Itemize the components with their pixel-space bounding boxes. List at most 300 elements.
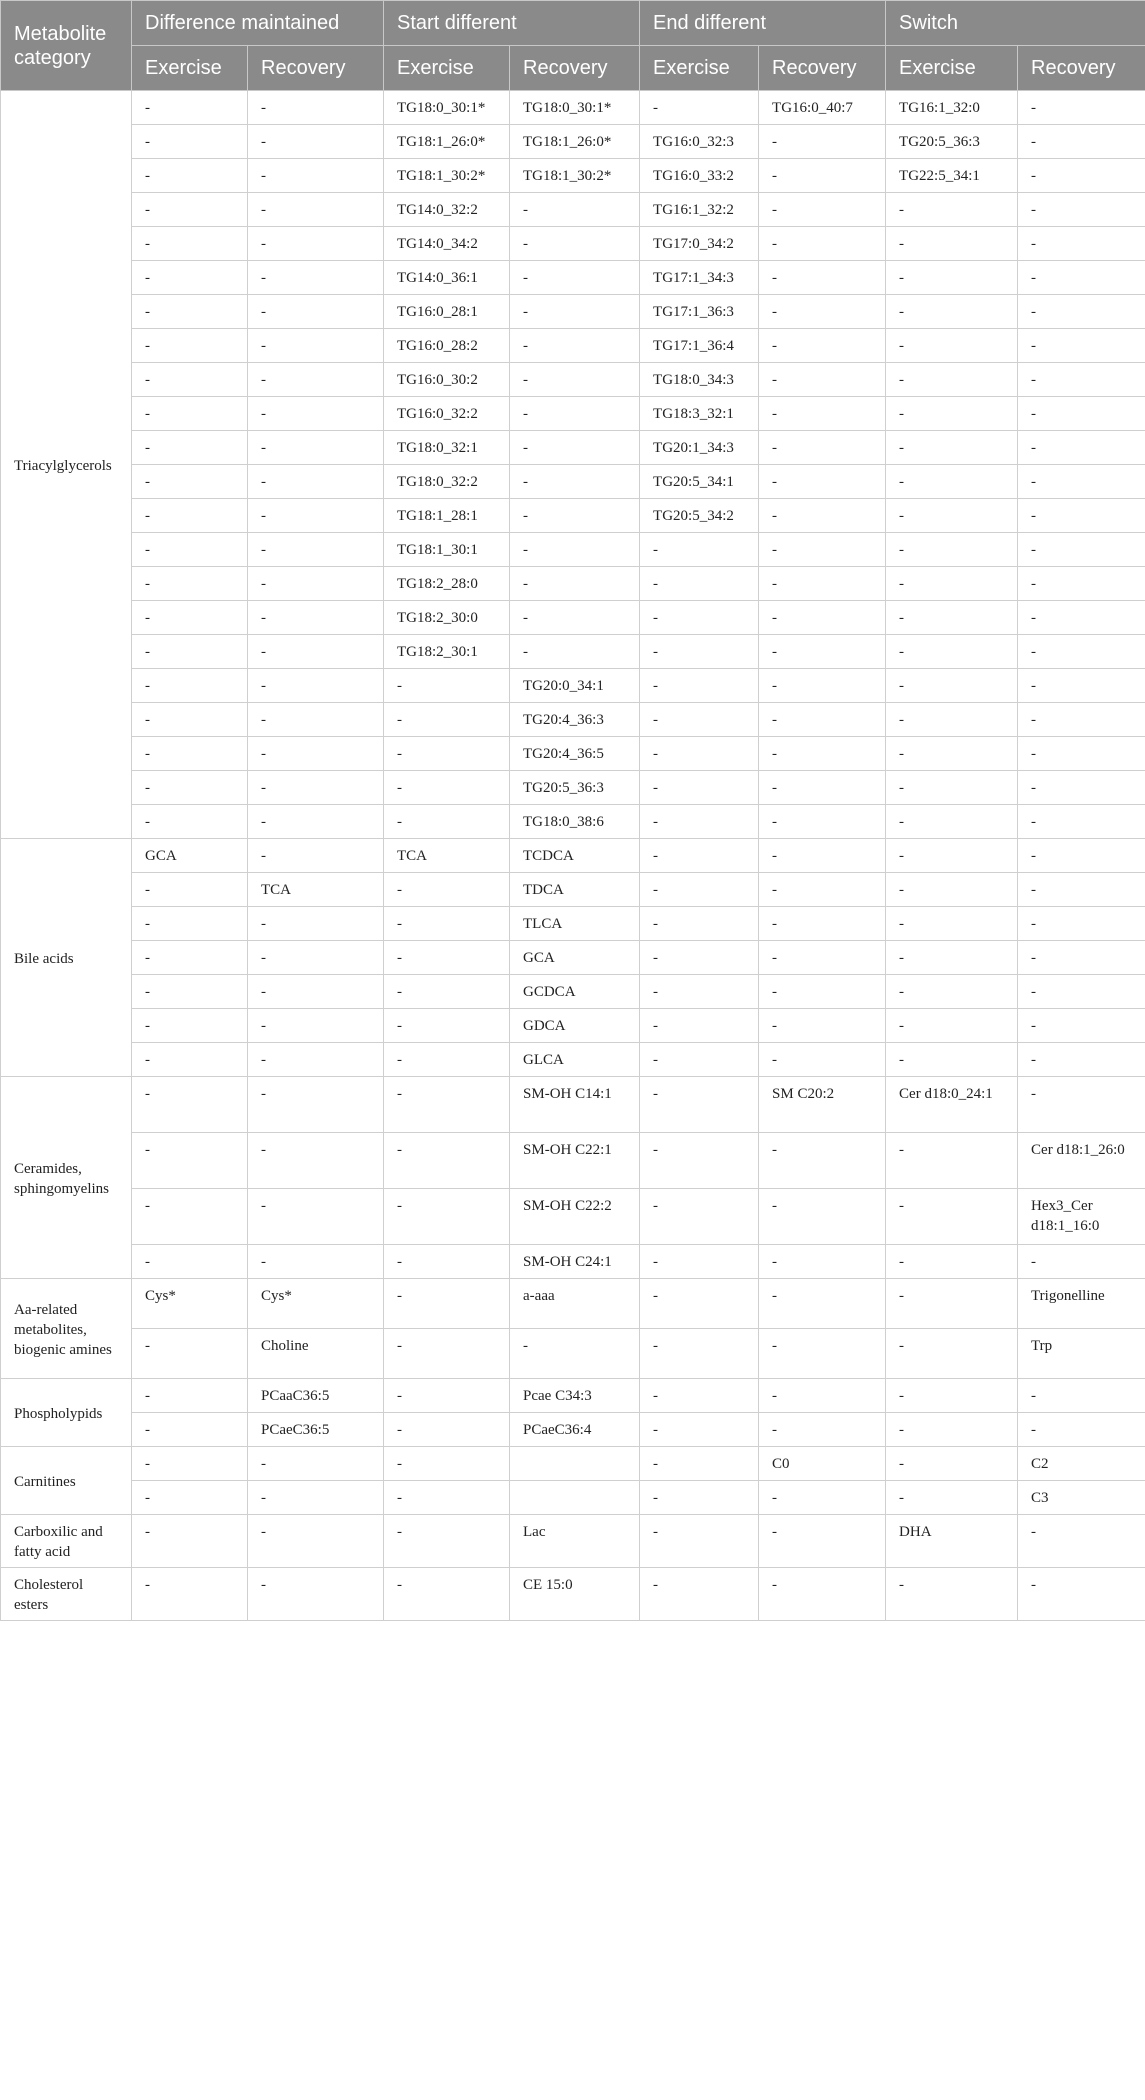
table-cell: TG18:0_30:1* <box>510 91 640 125</box>
header-sub-exercise: Exercise <box>640 46 759 91</box>
table-cell: - <box>759 601 886 635</box>
table-cell: - <box>132 771 248 805</box>
table-cell: - <box>886 431 1018 465</box>
table-cell: - <box>1018 873 1145 907</box>
table-cell: - <box>640 1329 759 1379</box>
table-cell: TCA <box>248 873 384 907</box>
table-cell: Trigonelline <box>1018 1279 1145 1329</box>
table-cell: TG20:0_34:1 <box>510 669 640 703</box>
table-cell: - <box>384 771 510 805</box>
table-cell: - <box>886 1279 1018 1329</box>
table-cell: - <box>132 737 248 771</box>
table-cell: TG16:0_33:2 <box>640 159 759 193</box>
table-cell: - <box>248 975 384 1009</box>
table-cell: - <box>132 1515 248 1568</box>
table-row <box>1 1515 1145 1568</box>
table-cell: - <box>759 533 886 567</box>
table-cell: - <box>759 1133 886 1189</box>
table-cell: - <box>759 363 886 397</box>
table-cell: - <box>384 907 510 941</box>
table-cell: TG18:2_30:0 <box>384 601 510 635</box>
table-cell: - <box>886 805 1018 839</box>
table-cell: C2 <box>1018 1447 1145 1481</box>
table-row <box>1 1447 1145 1481</box>
table-cell: - <box>132 907 248 941</box>
table-cell: - <box>1018 1009 1145 1043</box>
table-cell: - <box>132 941 248 975</box>
table-cell: - <box>886 1189 1018 1245</box>
table-cell: SM-OH C22:1 <box>510 1133 640 1189</box>
table-cell: - <box>132 703 248 737</box>
table-cell: SM-OH C22:2 <box>510 1189 640 1245</box>
table-cell: - <box>1018 975 1145 1009</box>
table-cell: - <box>248 125 384 159</box>
table-cell: - <box>886 873 1018 907</box>
table-cell: Trp <box>1018 1329 1145 1379</box>
table-cell: - <box>1018 601 1145 635</box>
table-cell: TG16:0_32:3 <box>640 125 759 159</box>
table-cell: - <box>640 941 759 975</box>
table-cell: - <box>886 601 1018 635</box>
table-cell: - <box>640 975 759 1009</box>
table-cell: - <box>759 1515 886 1568</box>
table-cell: - <box>886 703 1018 737</box>
table-cell: - <box>384 1189 510 1245</box>
table-cell: - <box>640 533 759 567</box>
table-cell: - <box>384 1245 510 1279</box>
table-cell: Cer d18:1_26:0 <box>1018 1133 1145 1189</box>
table-cell: - <box>640 91 759 125</box>
table-row <box>1 159 1145 193</box>
table-cell: - <box>132 805 248 839</box>
table-row <box>1 91 1145 125</box>
table-cell: - <box>886 1133 1018 1189</box>
table-cell: - <box>886 737 1018 771</box>
table-cell: - <box>248 941 384 975</box>
table-cell: - <box>1018 431 1145 465</box>
table-cell: - <box>132 499 248 533</box>
header-group-switch: Switch <box>886 1 1145 46</box>
table-cell: - <box>510 397 640 431</box>
table-cell: Cys* <box>132 1279 248 1329</box>
table-cell: C3 <box>1018 1481 1145 1515</box>
table-row <box>1 1133 1145 1189</box>
table-cell: - <box>886 261 1018 295</box>
table-cell: - <box>759 805 886 839</box>
table-cell: - <box>1018 1245 1145 1279</box>
table-cell: - <box>759 1379 886 1413</box>
table-cell: - <box>1018 771 1145 805</box>
table-row <box>1 193 1145 227</box>
table-cell: - <box>248 193 384 227</box>
table-cell: - <box>132 669 248 703</box>
table-cell <box>510 1481 640 1515</box>
table-row <box>1 907 1145 941</box>
table-cell: - <box>759 975 886 1009</box>
header-sub-recovery: Recovery <box>248 46 384 91</box>
table-cell: TG14:0_32:2 <box>384 193 510 227</box>
table-cell: - <box>759 125 886 159</box>
table-cell: TLCA <box>510 907 640 941</box>
category-cell: Phospholypids <box>1 1379 132 1447</box>
table-cell: - <box>248 1043 384 1077</box>
header-sub-exercise: Exercise <box>886 46 1018 91</box>
table-row <box>1 703 1145 737</box>
table-cell: TCA <box>384 839 510 873</box>
table-cell: TG16:0_30:2 <box>384 363 510 397</box>
table-cell: - <box>132 567 248 601</box>
table-cell: - <box>384 1379 510 1413</box>
header-sub-recovery: Recovery <box>759 46 886 91</box>
table-cell: a-aaa <box>510 1279 640 1329</box>
table-cell: - <box>640 805 759 839</box>
table-cell: - <box>248 601 384 635</box>
table-cell: - <box>886 1568 1018 1621</box>
table-cell: - <box>510 363 640 397</box>
table-cell: TG16:0_28:1 <box>384 295 510 329</box>
table-cell: - <box>886 1481 1018 1515</box>
table-row <box>1 465 1145 499</box>
table-cell: Choline <box>248 1329 384 1379</box>
table-cell: - <box>248 1245 384 1279</box>
table-cell: - <box>886 907 1018 941</box>
table-row <box>1 567 1145 601</box>
table-cell: - <box>248 1009 384 1043</box>
table-row <box>1 1077 1145 1133</box>
table-cell: - <box>759 669 886 703</box>
table-row <box>1 227 1145 261</box>
table-cell: - <box>759 907 886 941</box>
table-row <box>1 1481 1145 1515</box>
table-cell: - <box>886 363 1018 397</box>
table-cell: - <box>1018 907 1145 941</box>
table-row <box>1 125 1145 159</box>
table-cell: - <box>1018 737 1145 771</box>
table-cell: - <box>248 1133 384 1189</box>
table-cell: - <box>132 159 248 193</box>
table-cell: - <box>886 295 1018 329</box>
table-cell: - <box>248 329 384 363</box>
table-cell: - <box>384 873 510 907</box>
table-cell: - <box>132 1481 248 1515</box>
category-cell: Ceramides, sphingomyelins <box>1 1077 132 1279</box>
table-row <box>1 1413 1145 1447</box>
table-cell: - <box>886 465 1018 499</box>
table-cell: - <box>1018 261 1145 295</box>
table-cell: - <box>640 1189 759 1245</box>
table-cell: - <box>886 1245 1018 1279</box>
table-cell: TG14:0_34:2 <box>384 227 510 261</box>
table-cell: - <box>1018 1077 1145 1133</box>
table-cell: - <box>886 329 1018 363</box>
table-cell: - <box>510 499 640 533</box>
header-sub-recovery: Recovery <box>510 46 640 91</box>
table-cell: - <box>886 839 1018 873</box>
table-cell: - <box>1018 669 1145 703</box>
table-cell: - <box>886 1447 1018 1481</box>
table-cell: - <box>510 601 640 635</box>
table-cell: - <box>640 635 759 669</box>
table-cell: TCDCA <box>510 839 640 873</box>
table-cell: - <box>384 669 510 703</box>
table-cell: - <box>132 601 248 635</box>
table-cell: - <box>759 771 886 805</box>
table-cell: - <box>886 941 1018 975</box>
table-cell: TG18:2_28:0 <box>384 567 510 601</box>
table-cell: - <box>248 1515 384 1568</box>
table-cell: - <box>640 567 759 601</box>
table-cell: Lac <box>510 1515 640 1568</box>
table-cell: - <box>384 1447 510 1481</box>
table-cell: SM-OH C24:1 <box>510 1245 640 1279</box>
table-cell: - <box>886 499 1018 533</box>
table-cell: - <box>132 533 248 567</box>
table-cell: - <box>132 1133 248 1189</box>
table-cell: Cys* <box>248 1279 384 1329</box>
table-cell: - <box>1018 703 1145 737</box>
header-group-end-different: End different <box>640 1 886 46</box>
table-cell: - <box>886 1413 1018 1447</box>
category-cell: Aa-related metabolites, biogenic amines <box>1 1279 132 1379</box>
table-cell: - <box>759 1568 886 1621</box>
table-cell: - <box>1018 805 1145 839</box>
table-cell: - <box>384 1043 510 1077</box>
table-cell: - <box>248 397 384 431</box>
table-cell: - <box>640 771 759 805</box>
table-cell: - <box>1018 567 1145 601</box>
table-cell: CE 15:0 <box>510 1568 640 1621</box>
table-cell: - <box>759 1413 886 1447</box>
header-group-start-different: Start different <box>384 1 640 46</box>
header-group-difference-maintained: Difference maintained <box>132 1 384 46</box>
table-cell: - <box>1018 363 1145 397</box>
table-cell: - <box>1018 159 1145 193</box>
table-cell: - <box>248 1568 384 1621</box>
table-row <box>1 873 1145 907</box>
table-cell: - <box>132 1077 248 1133</box>
table-cell: - <box>886 567 1018 601</box>
table-cell: PCaaC36:5 <box>248 1379 384 1413</box>
table-cell: - <box>384 805 510 839</box>
header-row-phases <box>1 46 1145 91</box>
table-cell: - <box>886 1009 1018 1043</box>
table-cell: - <box>640 1379 759 1413</box>
table-cell: - <box>248 703 384 737</box>
table-cell: - <box>132 1568 248 1621</box>
table-cell: Pcae C34:3 <box>510 1379 640 1413</box>
table-row <box>1 737 1145 771</box>
table-cell: - <box>132 635 248 669</box>
table-row <box>1 1379 1145 1413</box>
table-cell: - <box>248 635 384 669</box>
table-cell: TG18:0_32:1 <box>384 431 510 465</box>
table-cell: - <box>132 363 248 397</box>
table-cell: TG14:0_36:1 <box>384 261 510 295</box>
table-row <box>1 499 1145 533</box>
table-cell: - <box>759 1009 886 1043</box>
table-cell: TG18:1_26:0* <box>510 125 640 159</box>
table-body <box>1 91 1145 1621</box>
table-cell: - <box>510 227 640 261</box>
table-cell: - <box>384 1515 510 1568</box>
table-cell: TG18:3_32:1 <box>640 397 759 431</box>
table-cell: - <box>759 193 886 227</box>
table-row <box>1 397 1145 431</box>
table-cell: - <box>132 295 248 329</box>
table-cell: - <box>640 1413 759 1447</box>
table-cell: - <box>886 669 1018 703</box>
table-cell: - <box>510 635 640 669</box>
table-cell: - <box>640 1481 759 1515</box>
table-row <box>1 805 1145 839</box>
table-cell: - <box>759 261 886 295</box>
table-cell: C0 <box>759 1447 886 1481</box>
table-cell: GCA <box>132 839 248 873</box>
table-cell: - <box>248 771 384 805</box>
table-cell: - <box>384 1329 510 1379</box>
table-cell: - <box>640 1447 759 1481</box>
table-cell: - <box>1018 1413 1145 1447</box>
table-cell: - <box>510 533 640 567</box>
table-cell: - <box>132 465 248 499</box>
table-cell: - <box>640 873 759 907</box>
table-cell: - <box>640 907 759 941</box>
table-cell: - <box>640 1568 759 1621</box>
table-cell: - <box>132 1447 248 1481</box>
table-row <box>1 1329 1145 1379</box>
table-cell: - <box>510 261 640 295</box>
table-cell: - <box>886 635 1018 669</box>
table-cell: - <box>248 363 384 397</box>
table-cell: - <box>248 261 384 295</box>
table-cell: - <box>1018 533 1145 567</box>
table-row <box>1 839 1145 873</box>
table-cell: - <box>1018 91 1145 125</box>
table-cell: GLCA <box>510 1043 640 1077</box>
table-cell: - <box>759 1279 886 1329</box>
table-cell: TG16:0_32:2 <box>384 397 510 431</box>
table-cell: - <box>759 635 886 669</box>
table-cell <box>510 1447 640 1481</box>
table-cell: - <box>248 431 384 465</box>
table-cell: - <box>510 465 640 499</box>
table-cell: - <box>248 227 384 261</box>
table-cell: - <box>248 567 384 601</box>
table-cell: Hex3_Cer d18:1_16:0 <box>1018 1189 1145 1245</box>
table-cell: - <box>1018 397 1145 431</box>
table-row <box>1 363 1145 397</box>
table-cell: - <box>759 567 886 601</box>
table-cell: TG20:5_34:2 <box>640 499 759 533</box>
table-row <box>1 941 1145 975</box>
table-row <box>1 1009 1145 1043</box>
table-cell: - <box>1018 1379 1145 1413</box>
table-cell: - <box>132 227 248 261</box>
table-cell: - <box>1018 499 1145 533</box>
table-cell: TG20:5_36:3 <box>886 125 1018 159</box>
table-cell: - <box>384 1009 510 1043</box>
table-cell: - <box>384 941 510 975</box>
table-cell: PCaeC36:5 <box>248 1413 384 1447</box>
table-cell: SM-OH C14:1 <box>510 1077 640 1133</box>
table-cell: - <box>132 329 248 363</box>
table-row <box>1 771 1145 805</box>
table-cell: TG17:1_34:3 <box>640 261 759 295</box>
table-cell: - <box>132 873 248 907</box>
header-sub-exercise: Exercise <box>132 46 248 91</box>
header-metabolite-category: Metabolite category <box>1 1 132 91</box>
table-cell: - <box>640 1515 759 1568</box>
table-cell: - <box>886 975 1018 1009</box>
table-cell: - <box>1018 941 1145 975</box>
table-cell: TG20:1_34:3 <box>640 431 759 465</box>
table-cell: - <box>759 1189 886 1245</box>
table-cell: - <box>759 465 886 499</box>
table-cell: TG20:4_36:3 <box>510 703 640 737</box>
table-cell: Cer d18:0_24:1 <box>886 1077 1018 1133</box>
table-row <box>1 431 1145 465</box>
table-cell: - <box>759 295 886 329</box>
table-cell: - <box>248 669 384 703</box>
table-cell: - <box>1018 1515 1145 1568</box>
table-cell: - <box>1018 1568 1145 1621</box>
table-cell: - <box>132 91 248 125</box>
table-row <box>1 669 1145 703</box>
table-cell: - <box>248 907 384 941</box>
table-cell: TG18:0_32:2 <box>384 465 510 499</box>
header-sub-recovery: Recovery <box>1018 46 1145 91</box>
table-cell: TG17:1_36:4 <box>640 329 759 363</box>
table-cell: - <box>640 737 759 771</box>
table-cell: - <box>132 397 248 431</box>
table-cell: - <box>510 1329 640 1379</box>
table-cell: - <box>510 431 640 465</box>
table-cell: - <box>1018 227 1145 261</box>
table-cell: - <box>248 805 384 839</box>
table-cell: TG16:0_28:2 <box>384 329 510 363</box>
table-cell: - <box>384 1413 510 1447</box>
table-cell: TG18:2_30:1 <box>384 635 510 669</box>
table-cell: DHA <box>886 1515 1018 1568</box>
header-sub-exercise: Exercise <box>384 46 510 91</box>
table-row <box>1 601 1145 635</box>
table-cell: - <box>640 703 759 737</box>
table-cell: - <box>640 1043 759 1077</box>
table-cell: - <box>759 839 886 873</box>
table-cell: - <box>510 567 640 601</box>
table-cell: - <box>132 1379 248 1413</box>
table-cell: - <box>510 329 640 363</box>
table-cell: TG17:0_34:2 <box>640 227 759 261</box>
table-cell: - <box>248 1447 384 1481</box>
table-cell: - <box>248 737 384 771</box>
table-cell: TG18:0_30:1* <box>384 91 510 125</box>
table-cell: - <box>759 1245 886 1279</box>
table-cell: TG18:1_28:1 <box>384 499 510 533</box>
table-cell: - <box>1018 1043 1145 1077</box>
table-cell: TG20:5_34:1 <box>640 465 759 499</box>
table-cell: - <box>759 1481 886 1515</box>
table-cell: TG18:1_30:2* <box>510 159 640 193</box>
table-cell: - <box>759 499 886 533</box>
table-row <box>1 635 1145 669</box>
table-cell: TG18:1_30:2* <box>384 159 510 193</box>
table-cell: - <box>640 1009 759 1043</box>
table-cell: - <box>248 1077 384 1133</box>
table-cell: - <box>886 771 1018 805</box>
table-row <box>1 1189 1145 1245</box>
table-cell: - <box>759 397 886 431</box>
